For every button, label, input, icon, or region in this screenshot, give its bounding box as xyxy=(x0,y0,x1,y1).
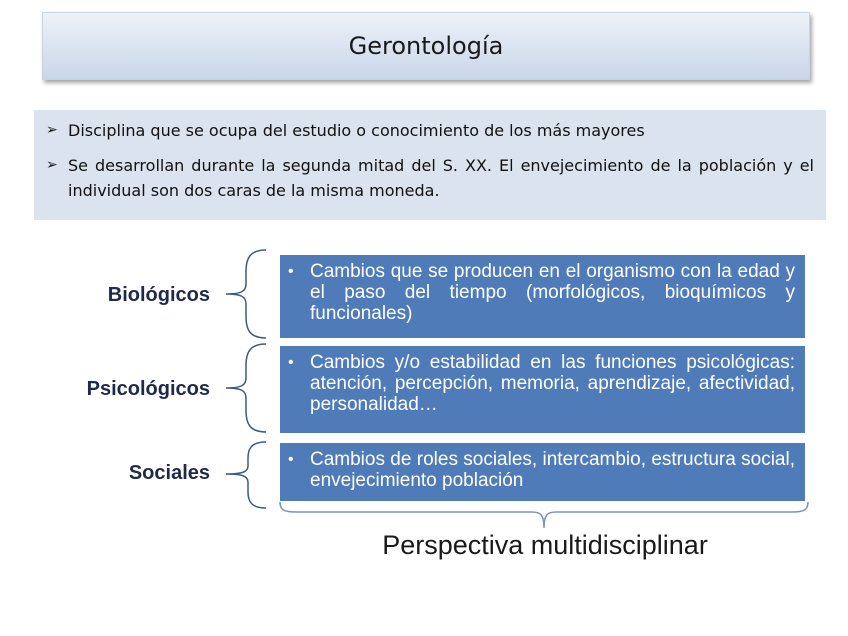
label-biologicos: Biológicos xyxy=(107,284,210,306)
description-text: Cambios y/o estabilidad en las funciones psicológicas: atención, percepción, memoria, aprendizaje, afectividad, personalidad… xyxy=(310,352,795,415)
arrow-bullet-icon: ➢ xyxy=(46,157,58,173)
intro-bullet-text: Disciplina que se ocupa del estudio o conocimiento de los más mayores xyxy=(68,121,645,140)
label-psicologicos: Psicológicos xyxy=(86,378,210,400)
intro-bullet-item xyxy=(46,153,814,203)
bottom-brace-icon xyxy=(276,500,812,532)
title-banner xyxy=(42,12,810,80)
bullet-dot-icon: • xyxy=(288,263,294,280)
description-text: Cambios de roles sociales, intercambio, estructura social, envejecimiento población xyxy=(310,449,795,491)
intro-bullet-panel xyxy=(34,110,826,220)
arrow-bullet-icon: ➢ xyxy=(46,122,58,138)
footer-caption: Perspectiva multidisciplinar xyxy=(382,530,708,560)
intro-bullet-text: Se desarrollan durante la segunda mitad del S. XX. El envejecimiento de la población y el individual son dos caras de la misma moneda. xyxy=(68,156,814,200)
left-brace-icon xyxy=(222,342,270,434)
description-box-biologicos xyxy=(280,255,805,338)
label-sociales: Sociales xyxy=(128,462,210,484)
bullet-dot-icon: • xyxy=(288,354,294,371)
left-brace-icon xyxy=(222,440,270,512)
description-box-sociales xyxy=(280,443,805,501)
bullet-dot-icon: • xyxy=(288,451,294,468)
description-text: Cambios que se producen en el organismo con la edad y el paso del tiempo (morfológicos, bioquímicos y funcionales) xyxy=(310,261,795,324)
left-brace-icon xyxy=(222,248,270,340)
page-title: Gerontología xyxy=(348,32,504,60)
intro-bullet-item xyxy=(46,118,814,143)
description-box-psicologicos xyxy=(280,346,805,433)
